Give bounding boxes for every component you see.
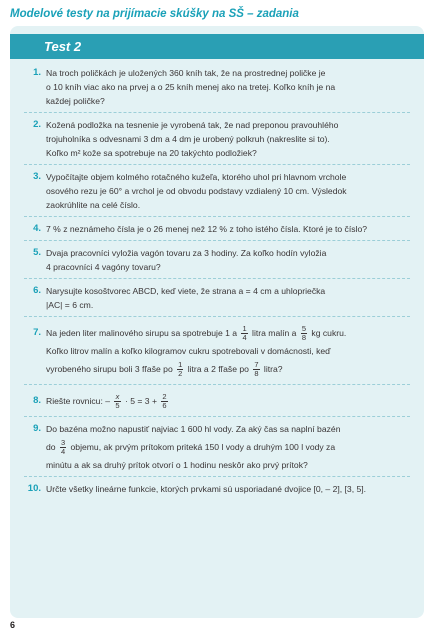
question-text-line: Kožená podložka na tesnenie je vyrobená tak, že nad preponou pravouhlého [46,120,339,130]
question-text-line: 4 pracovníci 4 vagóny tovaru? [46,262,161,272]
question-number: 4. [33,223,41,234]
question-text-line: Koľko m² kože sa spotrebuje na 20 takýchto podložiek? [46,148,257,158]
text-fragment: litra a 2 fľaše po [187,364,249,374]
question-text-line: Narysujte kosoštvorec ABCD, keď viete, že strana a = 4 cm a uhlopriečka [46,286,326,296]
question-number: 5. [33,247,41,258]
question-text-line: |AC| = 6 cm. [46,300,94,310]
question-5 [10,246,424,274]
fraction-denominator: 6 [162,401,167,411]
test-card [10,26,424,618]
question-9 [10,422,424,472]
fraction [177,361,183,378]
question-number: 6. [33,285,41,296]
question-1 [10,66,424,108]
question-text-line [46,436,410,458]
question-list [10,66,424,496]
question-text-line: Určte všetky lineárne funkcie, ktorých prvkami sú usporiadané dvojice [0, – 2], [3, 5]. [46,484,367,494]
page-header: Modelové testy na prijímacie skúšky na SŠ – zadania [10,8,299,20]
fraction [114,393,120,410]
text-fragment: vyrobeného sirupu boli 3 fľaše po [46,364,173,374]
fraction [253,361,259,378]
fraction-denominator: 4 [242,333,247,343]
question-number: 10. [27,483,41,494]
question-text-line: Koľko litrov malín a koľko kilogramov cukru spotrebovali v domácnosti, keď [46,346,331,356]
divider [24,316,410,317]
divider [24,384,410,385]
question-text-line: Na troch poličkách je uložených 360 kníh tak, že na prostrednej poličke je [46,68,326,78]
divider [24,476,410,477]
question-text-line: minútu a ak sa druhý prítok otvorí o 1 hodinu neskôr ako prvý prítok? [46,460,308,470]
question-number: 1. [33,67,41,78]
fraction-numerator: 1 [178,360,183,370]
question-text-line: osového rezu je 60° a vrchol je od obvodu podstavy vzdialený 10 cm. Výsledok [46,186,347,196]
question-number: 8. [33,395,41,406]
question-text-line: Vypočítajte objem kolmého rotačného kužeľa, ktorého uhol pri hlavnom vrchole [46,172,347,182]
fraction [60,439,66,456]
question-text-line [46,322,410,344]
text-fragment: do [46,442,56,452]
question-10 [10,482,424,496]
fraction [161,393,167,410]
fraction-denominator: 4 [60,447,66,457]
divider [24,240,410,241]
question-3 [10,170,424,212]
question-text-line: Dvaja pracovníci vyložia vagón tovaru za 3 hodiny. Za koľko hodín vyložia [46,248,327,258]
divider [24,112,410,113]
divider [24,278,410,279]
question-7 [10,322,424,380]
question-number: 2. [33,119,41,130]
question-text-line [46,390,410,412]
fraction-denominator: 8 [254,369,259,379]
fraction-numerator: 7 [254,360,259,370]
divider [24,216,410,217]
fraction-numerator: 2 [162,392,167,402]
text-fragment: objemu, ak prvým prítokom priteká 150 l vody a druhým 100 l vody za [70,442,336,452]
question-number: 7. [33,327,41,338]
text-fragment: litra malín a [252,328,297,338]
question-number: 3. [33,171,41,182]
fraction-denominator: 8 [301,333,307,343]
question-number: 9. [33,423,41,434]
question-text-line: Do bazéna možno napustiť najviac 1 600 hl vody. Za aký čas sa naplní bazén [46,424,341,434]
divider [24,164,410,165]
question-6 [10,284,424,312]
page-number: 6 [10,620,16,630]
fraction [301,325,307,342]
text-fragment: · 5 = 3 + [124,396,157,406]
question-8 [10,390,424,412]
fraction-numerator: x [115,392,120,402]
text-fragment: kg cukru. [311,328,347,338]
fraction [241,325,247,342]
fraction-denominator: 5 [115,401,120,411]
test-title: Test 2 [10,34,424,59]
fraction-numerator: 3 [60,438,66,448]
question-text-line: 7 % z neznámeho čísla je o 26 menej než 12 % z toho istého čísla. Ktoré je to číslo? [46,224,368,234]
divider [24,416,410,417]
question-text-line: každej poličke? [46,96,105,106]
question-text-line: trojuholníka s odvesnami 3 dm a 4 dm je urobený polkruh (nakreslite si to). [46,134,330,144]
text-fragment: Na jeden liter malinového sirupu sa spotrebuje 1 a [46,328,238,338]
fraction-denominator: 2 [178,369,183,379]
question-text-line: zaokrúhlite na celé číslo. [46,200,141,210]
question-text-line: o 10 kníh viac ako na prvej a o 25 kníh menej ako na tretej. Koľko kníh je na [46,82,336,92]
fraction-numerator: 5 [301,324,307,334]
text-fragment: Riešte rovnicu: – [46,396,111,406]
question-text-line [46,358,410,380]
question-2 [10,118,424,160]
fraction-numerator: 1 [242,324,247,334]
question-4 [10,222,424,236]
text-fragment: litra? [263,364,283,374]
